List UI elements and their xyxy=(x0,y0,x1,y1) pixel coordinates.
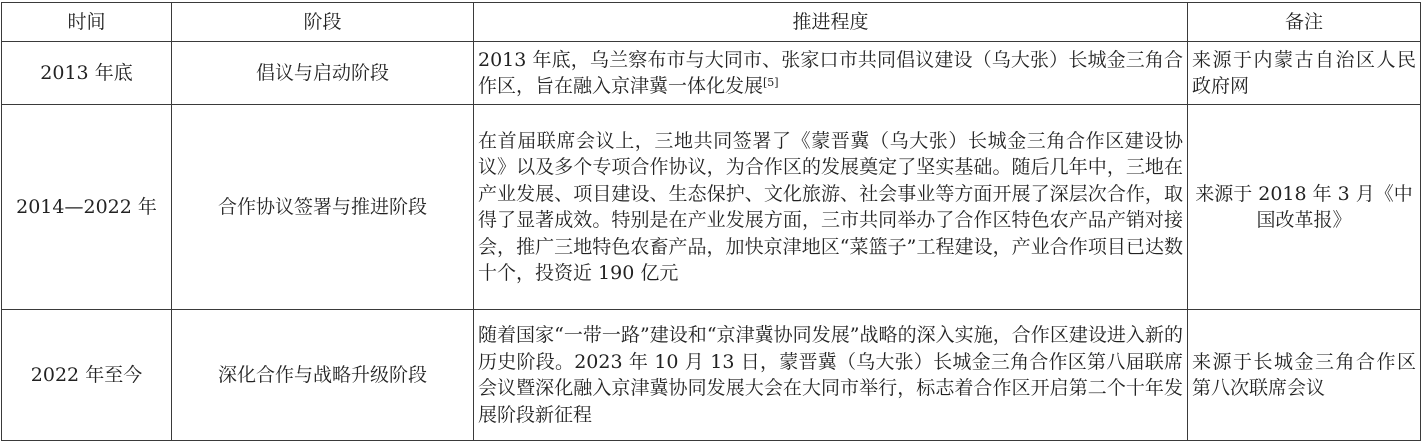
cell-time: 2022 年至今 xyxy=(2,310,172,441)
cell-stage: 合作协议签署与推进阶段 xyxy=(172,105,474,310)
cell-time: 2014—2022 年 xyxy=(2,105,172,310)
cell-progress: 在首届联席会议上，三地共同签署了《蒙晋冀（乌大张）长城金三角合作区建设协议》以及多个专项合作协议，为合作区的发展奠定了坚实基础。随后几年中，三地在产业发展、项目建设、生态保护、文化旅游、社会事业等方面开展了深层次合作，取得了显著成效。特别是在产业发展方面，三市共同举办了合作区特色农产品产销对接会，推广三地特色农畜产品，加快京津地区“菜篮子”工程建设，产业合作项目已达数十个，投资近 190 亿元 xyxy=(474,105,1188,310)
reference-mark: [5] xyxy=(763,76,779,89)
cell-progress xyxy=(474,42,1188,105)
table-row xyxy=(2,310,1421,441)
header-time: 时间 xyxy=(2,3,172,42)
table-row xyxy=(2,105,1421,310)
development-stages-table xyxy=(1,2,1421,441)
cell-note: 来源于内蒙古自治区人民政府网 xyxy=(1188,42,1421,105)
cell-note: 来源于 2018 年 3 月《中国改革报》 xyxy=(1188,105,1421,310)
progress-text: 2013 年底，乌兰察布市与大同市、张家口市共同倡议建设（乌大张）长城金三角合作区，旨在融入京津冀一体化发展 xyxy=(478,48,1183,97)
table-row xyxy=(2,42,1421,105)
cell-stage: 深化合作与战略升级阶段 xyxy=(172,310,474,441)
cell-time: 2013 年底 xyxy=(2,42,172,105)
header-progress: 推进程度 xyxy=(474,3,1188,42)
cell-progress: 随着国家“一带一路”建设和“京津冀协同发展”战略的深入实施，合作区建设进入新的历史阶段。2023 年 10 月 13 日，蒙晋冀（乌大张）长城金三角合作区第八届联席会议暨深化融入京津冀协同发展大会在大同市举行，标志着合作区开启第二个十年发展阶段新征程 xyxy=(474,310,1188,441)
cell-note: 来源于长城金三角合作区第八次联席会议 xyxy=(1188,310,1421,441)
table-header-row xyxy=(2,3,1421,42)
header-note: 备注 xyxy=(1188,3,1421,42)
cell-stage: 倡议与启动阶段 xyxy=(172,42,474,105)
header-stage: 阶段 xyxy=(172,3,474,42)
